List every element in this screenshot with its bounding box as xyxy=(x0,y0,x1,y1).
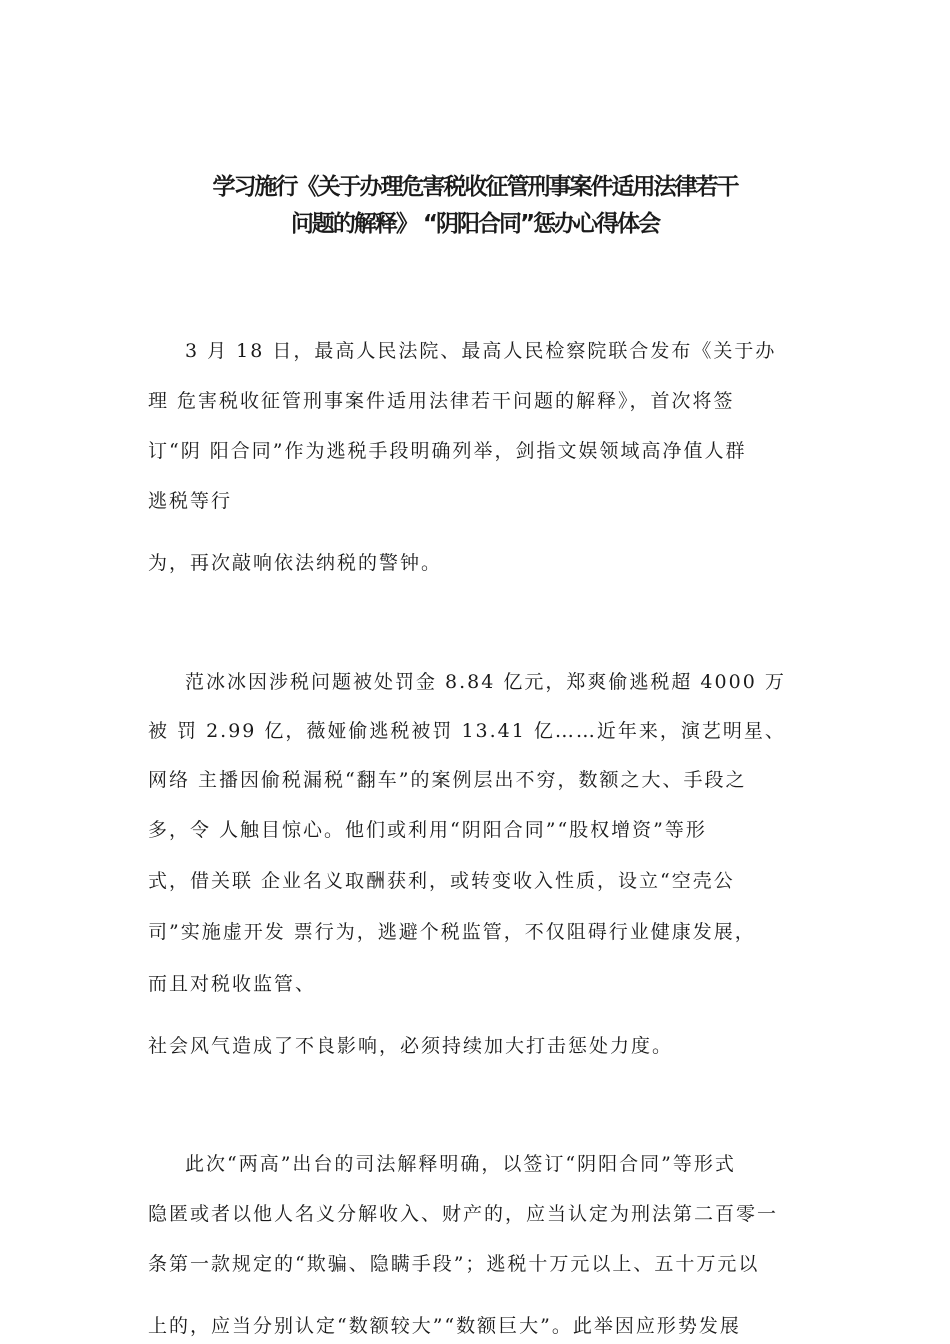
paragraph-1-line-4: 逃税等行 xyxy=(148,490,233,512)
paragraph-3-line-1: 此次“两高”出台的司法解释明确，以签订“阴阳合同”等形式 xyxy=(185,1153,736,1175)
paragraph-2-line-2: 被 罚 2.99 亿，薇娅偷逃税被罚 13.41 亿……近年来，演艺明星、 xyxy=(148,720,786,742)
paragraph-2-line-7: 而且对税收监管、 xyxy=(148,973,317,995)
paragraph-2-line-3: 网络 主播因偷税漏税“翻车”的案例层出不穷，数额之大、手段之 xyxy=(148,769,747,791)
paragraph-3-line-2: 隐匿或者以他人名义分解收入、财产的，应当认定为刑法第二百零一 xyxy=(148,1203,779,1225)
paragraph-2-line-8: 社会风气造成了不良影响，必须持续加大打击惩处力度。 xyxy=(148,1035,674,1057)
paragraph-2-line-5: 式，借关联 企业名义取酬获利，或转变收入性质，设立“空壳公 xyxy=(148,870,735,892)
paragraph-2-line-1: 范冰冰因涉税问题被处罚金 8.84 亿元，郑爽偷逃税超 4000 万 xyxy=(185,671,786,693)
title-line-2: 问题的解释》 “阴阳合同”惩办心得体会 xyxy=(290,211,660,237)
paragraph-3-line-3: 条第一款规定的“欺骗、隐瞒手段”；逃税十万元以上、五十万元以 xyxy=(148,1253,760,1275)
paragraph-1-line-2: 理 危害税收征管刑事案件适用法律若干问题的解释》，首次将签 xyxy=(148,390,735,412)
title-line-1: 学习施行《关于办理危害税收征管刑事案件适用法律若干 xyxy=(212,174,738,200)
paragraph-2-line-4: 多，令 人触目惊心。他们或利用“阴阳合同”“股权增资”等形 xyxy=(148,819,707,841)
paragraph-3-line-4: 上的，应当分别认定“数额较大”“数额巨大”。此举因应形势发展 xyxy=(148,1315,741,1337)
paragraph-1-line-5: 为，再次敲响依法纳税的警钟。 xyxy=(148,552,443,574)
paragraph-1-line-3: 订“阴 阳合同”作为逃税手段明确列举，剑指文娱领域高净值人群 xyxy=(148,440,747,462)
paragraph-1-line-1: 3 月 18 日，最高人民法院、最高人民检察院联合发布《关于办 xyxy=(185,340,777,362)
paragraph-2-line-6: 司”实施虚开发 票行为，逃避个税监管，不仅阻碍行业健康发展， xyxy=(148,921,756,943)
